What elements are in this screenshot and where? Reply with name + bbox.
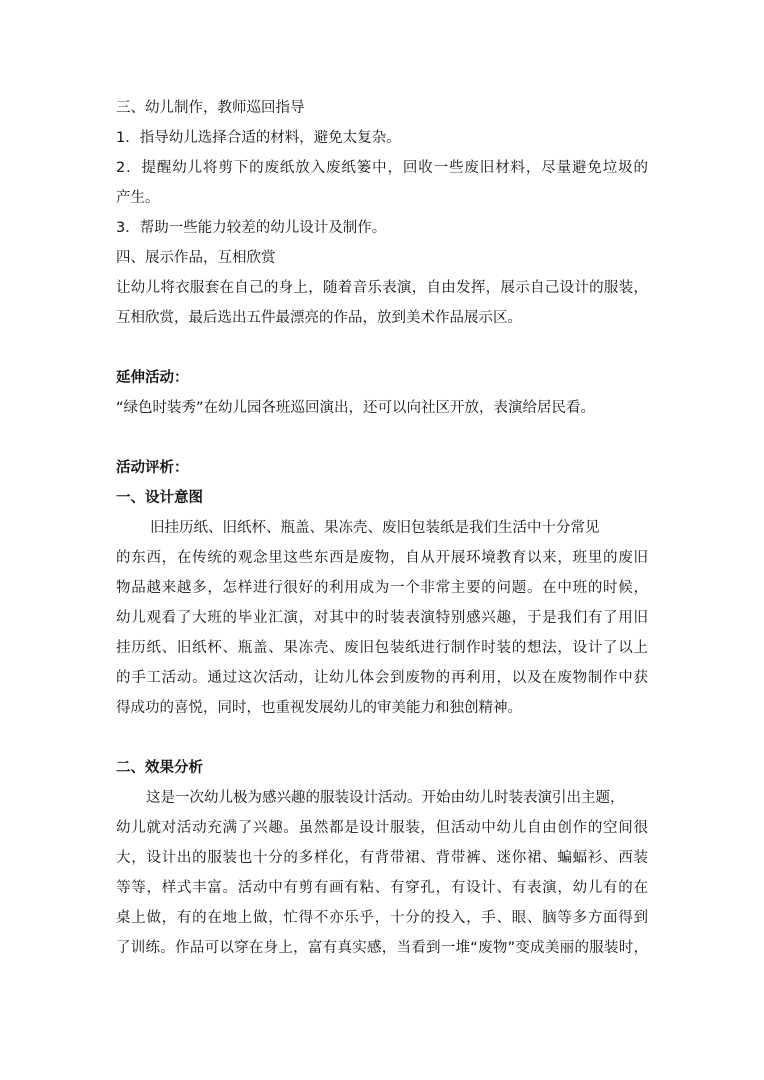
heading-extension-activity: 延伸活动： <box>116 370 189 386</box>
paragraph-line: 互相欣赏，最后选出五件最漂亮的作品，放到美术作品展示区。 <box>116 310 522 326</box>
paragraph-line: 大，设计出的服装也十分的多样化，有背带裙、背带裤、迷你裙、蝙蝠衫、西装 <box>116 850 648 866</box>
heading-effect-analysis: 二、效果分析 <box>116 760 203 776</box>
paragraph-line: 桌上做，有的在地上做，忙得不亦乐乎，十分的投入，手、眼、脑等多方面得到 <box>116 910 648 926</box>
paragraph-line: 了训练。作品可以穿在身上，富有真实感，当看到一堆“废物”变成美丽的服装时， <box>116 940 648 956</box>
section-heading-display: 四、展示作品，互相欣赏 <box>116 250 276 266</box>
heading-activity-review: 活动评析： <box>116 460 189 476</box>
paragraph-line: 3．帮助一些能力较差的幼儿设计及制作。 <box>116 220 387 236</box>
paragraph-line: 2．提醒幼儿将剪下的废纸放入废纸篓中，回收一些废旧材料，尽量避免垃圾的 <box>116 160 648 176</box>
paragraph-line: 幼儿观看了大班的毕业汇演，对其中的时装表演特别感兴趣，于是我们有了用旧 <box>116 610 648 626</box>
paragraph-line: 的手工活动。通过这次活动，让幼儿体会到废物的再利用，以及在废物制作中获 <box>116 670 648 686</box>
paragraph-line: 挂历纸、旧纸杯、瓶盖、果冻壳、废旧包装纸进行制作时装的想法，设计了以上 <box>116 640 648 656</box>
paragraph-line: 1．指导幼儿选择合适的材料，避免太复杂。 <box>116 130 401 146</box>
paragraph-line: 物品越来越多，怎样进行很好的利用成为一个非常主要的问题。在中班的时候， <box>116 580 648 596</box>
paragraph-line: 旧挂历纸、旧纸杯、瓶盖、果冻壳、废旧包装纸是我们生活中十分常见 <box>150 520 600 536</box>
paragraph-line: 的东西，在传统的观念里这些东西是废物，自从开展环境教育以来，班里的废旧 <box>116 550 648 566</box>
paragraph-line: 幼儿就对活动充满了兴趣。虽然都是设计服装，但活动中幼儿自由创作的空间很 <box>116 820 648 836</box>
paragraph-line: 等等，样式丰富。活动中有剪有画有粘、有穿孔，有设计、有表演，幼儿有的在 <box>116 880 648 896</box>
heading-design-intent: 一、设计意图 <box>116 490 203 506</box>
paragraph-line: 产生。 <box>116 190 160 206</box>
paragraph-line: 得成功的喜悦，同时，也重视发展幼儿的审美能力和独创精神。 <box>116 700 522 716</box>
paragraph-line: 这是一次幼儿极为感兴趣的服装设计活动。开始由幼儿时装表演引出主题， <box>146 790 625 806</box>
paragraph-line: “绿色时装秀”在幼儿园各班巡回演出，还可以向社区开放，表演给居民看。 <box>116 400 596 416</box>
section-heading-making: 三、幼儿制作，教师巡回指导 <box>116 100 305 116</box>
paragraph-line: 让幼儿将衣服套在自己的身上，随着音乐表演，自由发挥，展示自己设计的服装， <box>116 280 648 296</box>
